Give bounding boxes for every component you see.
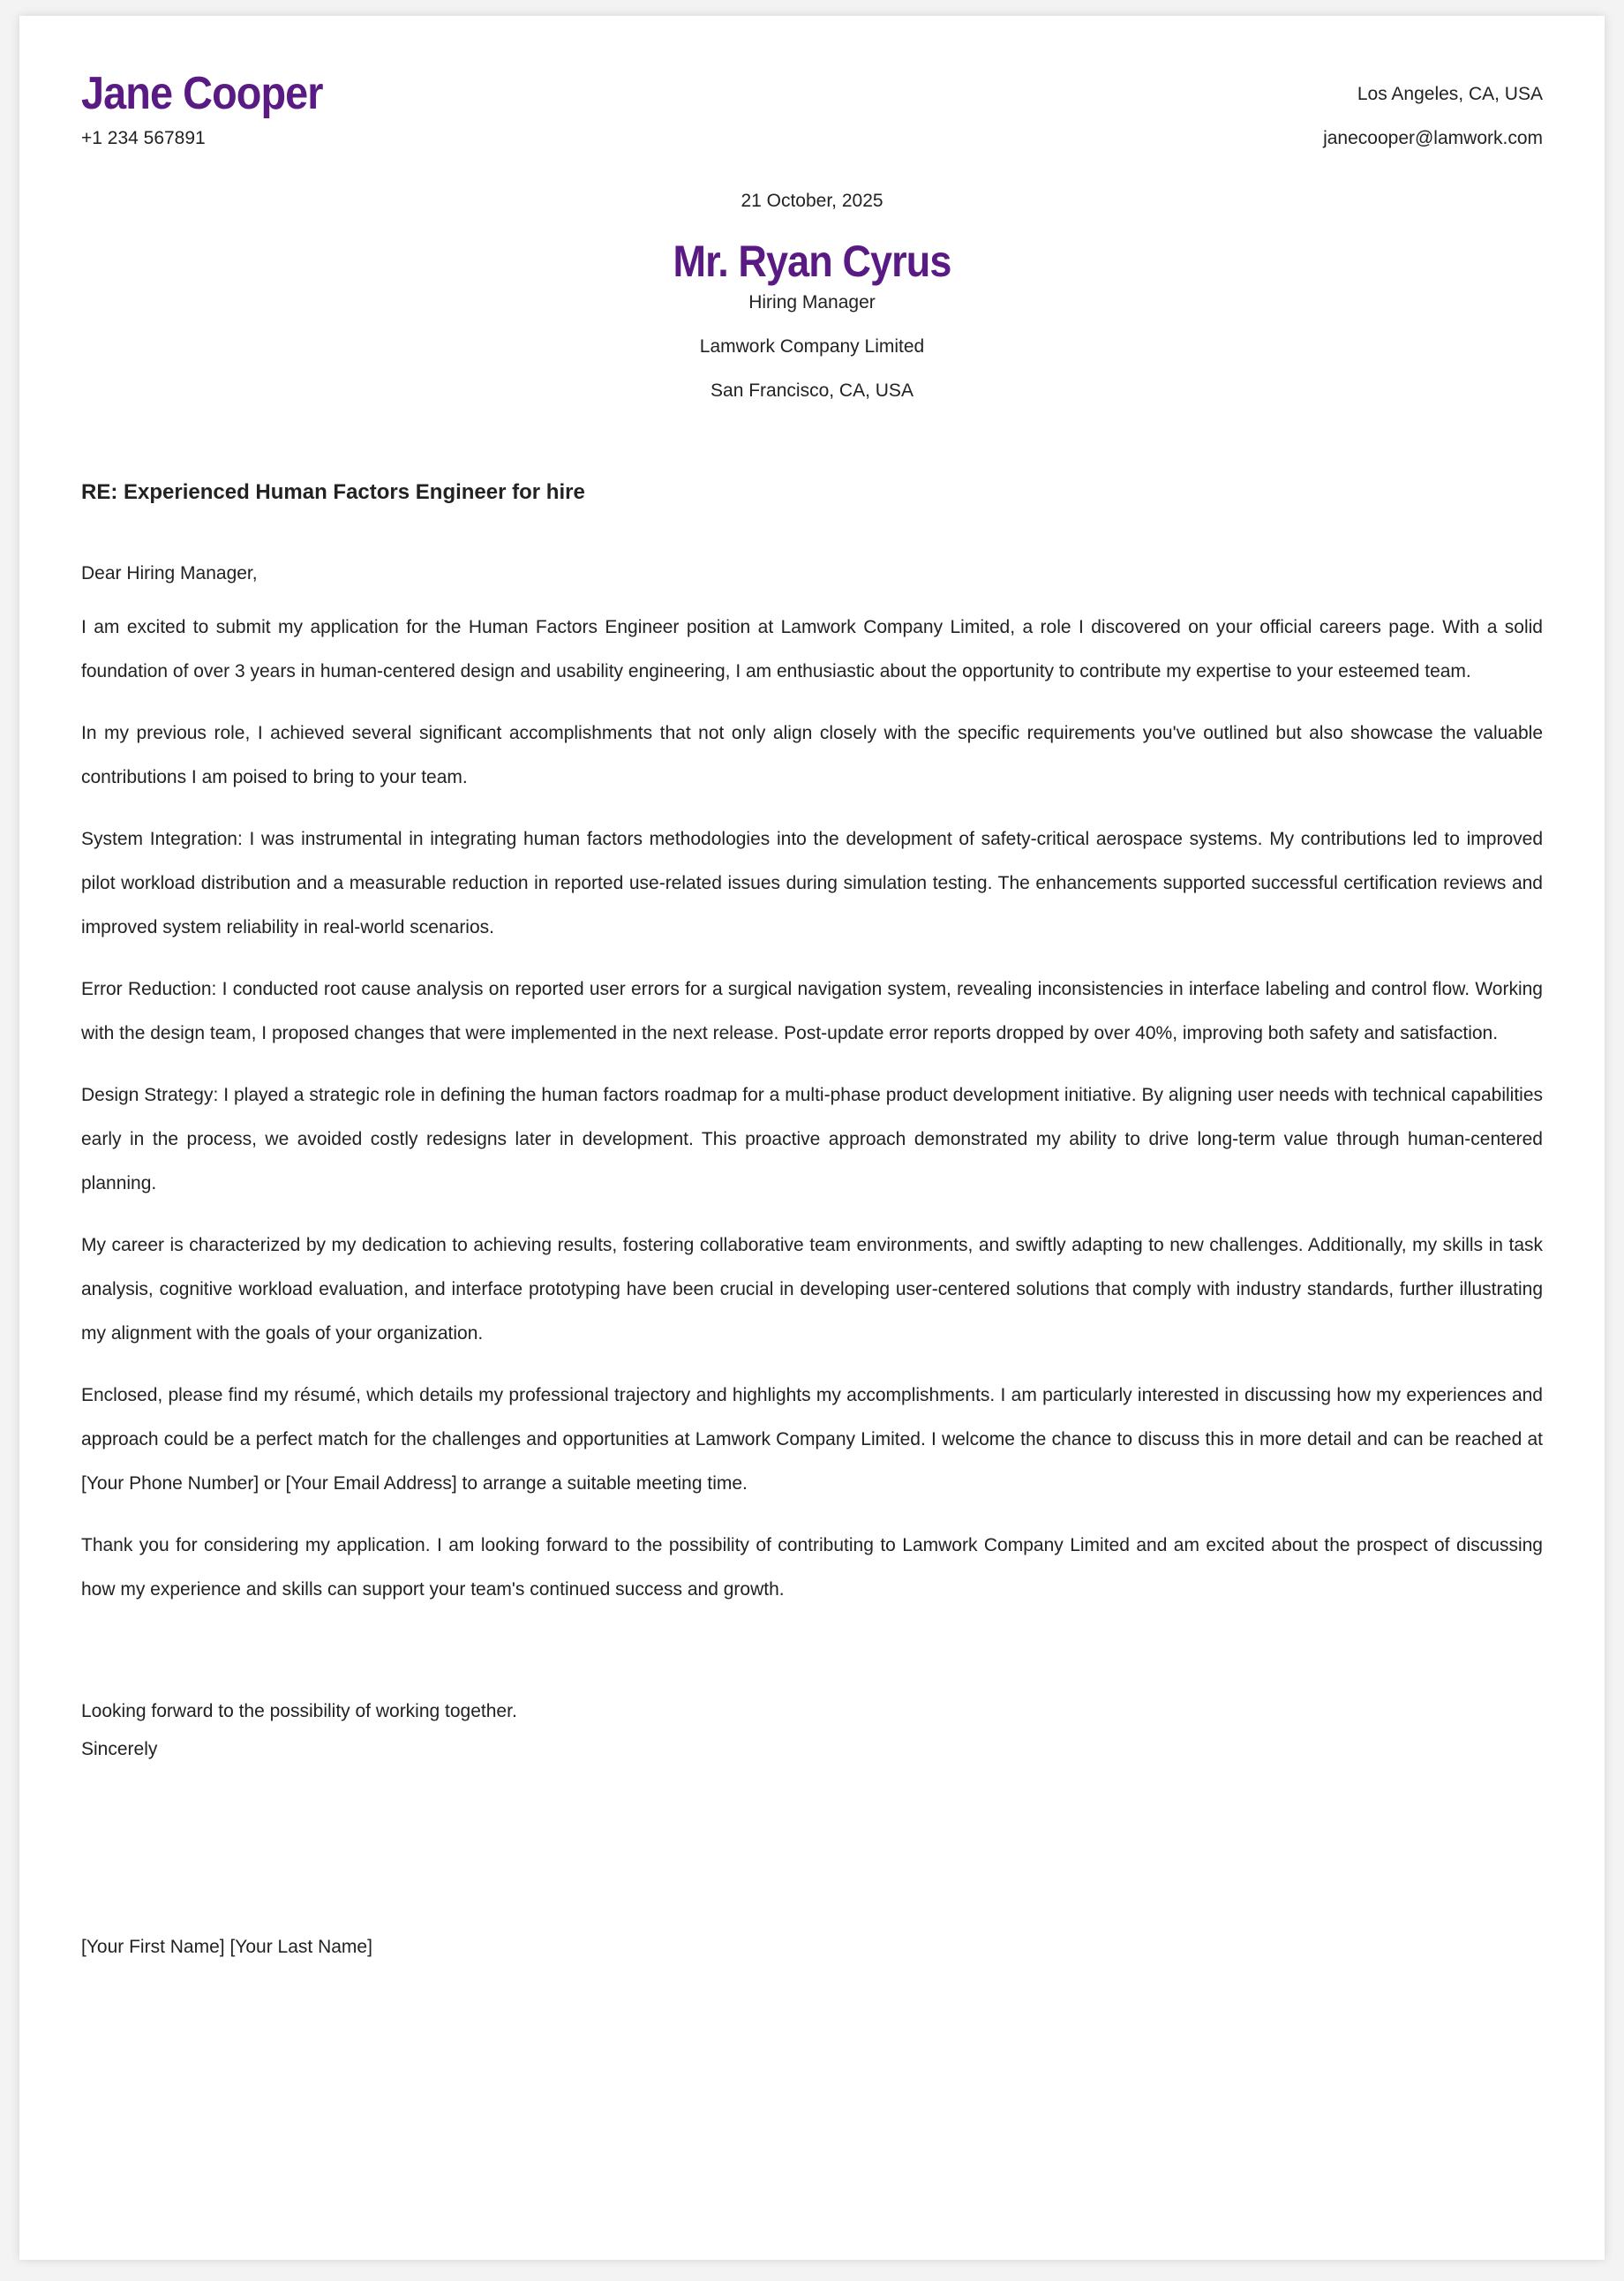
sender-location: Los Angeles, CA, USA [1357,84,1543,104]
body-paragraph: Enclosed, please find my résumé, which details my professional trajectory and highlights my accomplishments. I am particularly interested in discussing how my experiences and approach could be a perfect match for the challenges and opportunities at Lamwork Company Limited. I welcome the chance to discuss this in more detail and can be reached at [Your Phone Number] or [Your Email Address] to arrange a suitable meeting time. [81,1385,1543,1494]
body-paragraph: I am excited to submit my application for the Human Factors Engineer position at Lamwork Company Limited, a role I discovered on your official careers page. With a solid foundation of over 3 years in human-centered design and usability engineering, I am enthusiastic about the opportunity to contribute my expertise to your esteemed team. [81,617,1543,681]
body-paragraph: My career is characterized by my dedication to achieving results, fostering collaborative team environments, and swiftly adapting to new challenges. Additionally, my skills in task analysis, cognitive workload evaluation, and interface prototyping have been crucial in developing user-centered solutions that comply with industry standards, further illustrating my alignment with the goals of your organization. [81,1235,1543,1344]
recipient-block [19,235,1605,413]
body-paragraph: Thank you for considering my application. I am looking forward to the possibility of contributing to Lamwork Company Limited and am excited about the prospect of discussing how my experience and skills can support your team's continued success and growth. [81,1535,1543,1600]
letter-header [81,16,1543,157]
body-paragraph: Design Strategy: I played a strategic role in defining the human factors roadmap for a multi-phase product development initiative. By aligning user needs with technical capabilities early in the process, we avoided costly redesigns later in development. This proactive approach demonstrated my ability to drive long-term value through human-centered planning. [81,1085,1543,1193]
letter-date: 21 October, 2025 [741,191,883,211]
closing-line: Looking forward to the possibility of working together. [81,1701,517,1721]
letter-body [81,477,1543,1963]
recipient-company: Lamwork Company Limited [699,336,925,357]
sender-phone: +1 234 567891 [81,128,206,148]
closing-block [81,1690,1543,1765]
signature-name: [Your First Name] [Your Last Name] [81,1937,372,1957]
sender-email: janecooper@lamwork.com [1323,128,1543,148]
body-paragraph: In my previous role, I achieved several significant accomplishments that not only align closely with the specific requirements you've outlined but also showcase the valuable contributions I am poised to bring to your team. [81,723,1543,787]
body-paragraph: System Integration: I was instrumental in integrating human factors methodologies into the development of safety-critical aerospace systems. My contributions led to improved pilot workload distribution and a measurable reduction in reported use-related issues during simulation testing. The enhancements supported successful certification reviews and improved system reliability in real-world scenarios. [81,829,1543,937]
recipient-name: Mr. Ryan Cyrus [673,237,951,286]
recipient-location: San Francisco, CA, USA [710,380,914,401]
sign-off: Sincerely [81,1739,158,1759]
body-paragraph: Error Reduction: I conducted root cause analysis on reported user errors for a surgical navigation system, revealing inconsistencies in interface labeling and control flow. Working with the design team, I proposed changes that were implemented in the next release. Post-update error reports dropped by over 40%, improving both safety and satisfaction. [81,979,1543,1043]
letter-subject: RE: Experienced Human Factors Engineer for hire [81,480,585,504]
letter-salutation: Dear Hiring Manager, [81,563,258,583]
recipient-title: Hiring Manager [748,292,876,312]
sender-name: Jane Cooper [81,68,323,119]
